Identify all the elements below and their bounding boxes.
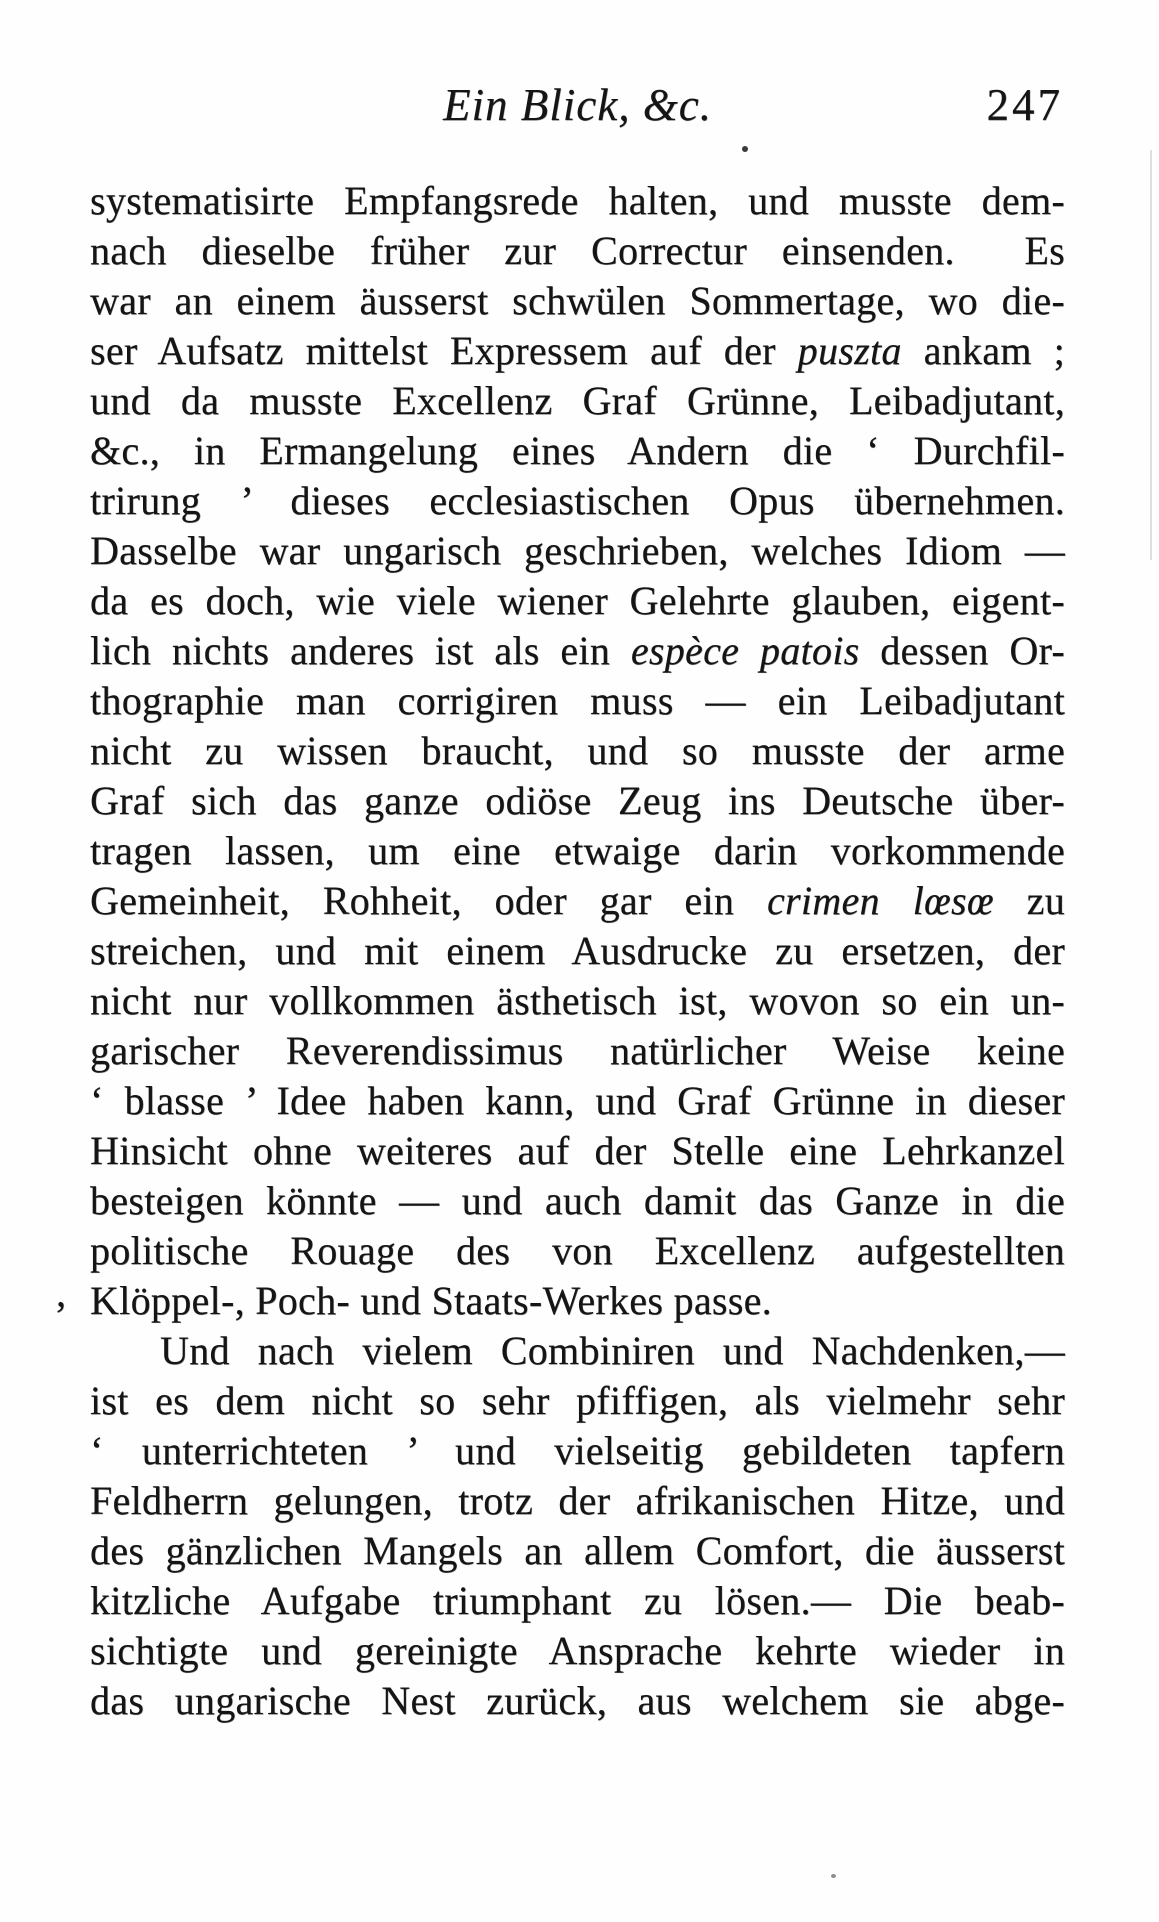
text-line [90,1476,1065,1526]
text-segment: Und nach vielem Combiniren und Nachdenken,— [160,1328,1065,1373]
text-line [90,1126,1065,1176]
text-segment: besteigen könnte — und auch damit das Ganze in die [90,1178,1065,1223]
text-segment: Gemeinheit, Rohheit, oder gar ein [90,878,767,923]
text-segment: trirung ’ dieses ecclesiastischen Opus übernehmen. [90,478,1065,523]
text-line [90,976,1065,1026]
text-segment: sichtigte und gereinigte Ansprache kehrte wieder in [90,1628,1065,1673]
text-segment: nicht nur vollkommen ästhetisch ist, wovon so ein un- [90,978,1065,1023]
text-segment: lich nichts anderes ist als ein [90,628,631,673]
text-line [90,1226,1065,1276]
text-segment: nicht zu wissen braucht, und so musste der arme [90,728,1065,773]
page-body [90,176,1065,1726]
text-segment: ser Aufsatz mittelst Expressem auf der [90,328,798,373]
running-title: Ein Blick, &c. [443,80,712,130]
text-segment: Dasselbe war ungarisch geschrieben, welches Idiom — [90,528,1065,573]
text-segment: tragen lassen, um eine etwaige darin vorkommende [90,828,1065,873]
text-segment: ‘ unterrichteten ’ und vielseitig gebildeten tapfern [90,1428,1065,1473]
text-segment: ‘ blasse ’ Idee haben kann, und Graf Grünne in dieser [90,1078,1065,1123]
text-line [90,1576,1065,1626]
text-line [90,1626,1065,1676]
page-header [90,82,1065,132]
text-segment: das ungarische Nest zurück, aus welchem sie abge- [90,1678,1065,1723]
text-segment: war an einem äusserst schwülen Sommertage, wo die- [90,278,1065,323]
text-line [90,226,1065,276]
text-line [90,476,1065,526]
text-line [90,1026,1065,1076]
text-segment: Feldherrn gelungen, trotz der afrikanischen Hitze, und [90,1478,1065,1523]
text-segment: da es doch, wie viele wiener Gelehrte glauben, eigent- [90,578,1065,623]
page-edge-shadow [1150,150,1152,560]
text-line [90,876,1065,926]
italic-text-segment: puszta [797,328,902,373]
text-line [90,426,1065,476]
text-segment: Graf sich das ganze odiöse Zeug ins Deutsche über- [90,778,1065,823]
text-segment: des gänzlichen Mangels an allem Comfort, die äusserst [90,1528,1065,1573]
italic-text-segment: espèce patois [630,628,860,673]
text-segment: ist es dem nicht so sehr pfiffigen, als vielmehr sehr [90,1378,1065,1423]
text-segment: dessen Or- [859,628,1065,673]
text-line [90,776,1065,826]
text-line [90,726,1065,776]
text-line [90,926,1065,976]
text-line [90,526,1065,576]
text-line [90,1376,1065,1426]
text-line [90,576,1065,626]
text-segment: ankam ; [901,328,1065,373]
text-segment: zu [993,878,1065,923]
italic-text-segment: crimen lœsœ [766,878,994,923]
scan-speck [831,1874,836,1878]
text-line [90,626,1065,676]
text-segment: kitzliche Aufgabe triumphant zu lösen.— Die beab- [90,1578,1065,1623]
text-line [90,1326,1065,1376]
text-line [90,1276,1065,1326]
text-line [90,376,1065,426]
text-line [90,326,1065,376]
text-line [90,676,1065,726]
text-segment: &c., in Ermangelung eines Andern die ‘ Durchfil- [90,428,1065,473]
text-segment: streichen, und mit einem Ausdrucke zu ersetzen, der [90,928,1065,973]
margin-mark: , [56,1270,66,1315]
text-line [90,1176,1065,1226]
page-number: 247 [986,80,1063,130]
text-line [90,1426,1065,1476]
text-line [90,176,1065,226]
text-segment: politische Rouage des von Excellenz aufgestellten [90,1228,1065,1273]
text-segment: nach dieselbe früher zur Correctur einsenden. Es [90,228,1065,273]
text-segment: thographie man corrigiren muss — ein Leibadjutant [90,678,1065,723]
text-segment: Klöppel-, Poch- und Staats-Werkes passe. [90,1278,772,1323]
text-segment: systematisirte Empfangsrede halten, und musste dem- [90,178,1065,223]
text-line [90,1076,1065,1126]
text-segment: und da musste Excellenz Graf Grünne, Leibadjutant, [90,378,1065,423]
text-line [90,826,1065,876]
text-segment: garischer Reverendissimus natürlicher Weise keine [90,1028,1065,1073]
scan-speck [742,146,748,152]
text-line [90,1676,1065,1726]
text-segment: Hinsicht ohne weiteres auf der Stelle eine Lehrkanzel [90,1128,1065,1173]
text-line [90,1526,1065,1576]
text-line [90,276,1065,326]
